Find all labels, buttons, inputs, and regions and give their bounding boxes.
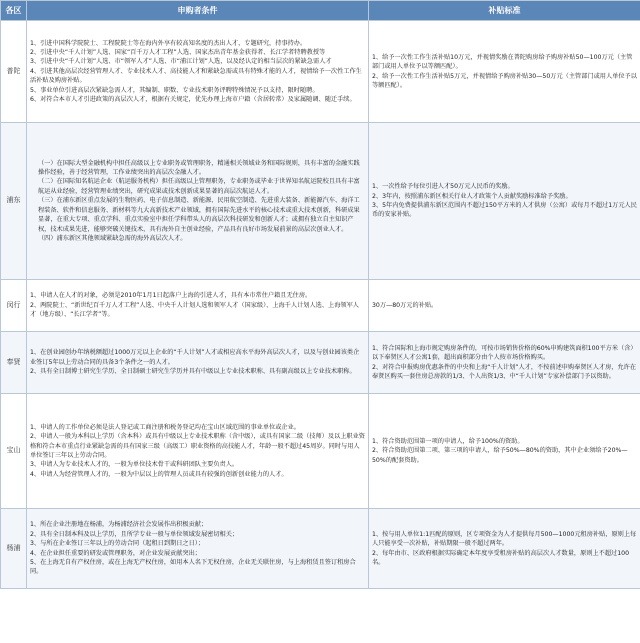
- header-subsidy: 补贴标准: [369, 1, 640, 21]
- subsidy-cell: [369, 332, 640, 394]
- header-area: 各区: [1, 1, 27, 21]
- subsidy-item: 1、符合资助范围第一项的申请人，给予100%的资助。: [372, 437, 524, 445]
- area-cell: 杨浦: [1, 509, 27, 589]
- subsidy-item: 2、3年内，按照浦东新区相关行业人才政策个人贡献奖励标准给予奖励。: [372, 192, 572, 200]
- condition-item: 5、事业单位引进高层次紧缺急需人才，其编制、职数、专业技术职务评聘特殊情况予以支持，限时随聘。: [30, 86, 319, 94]
- table-row-putuo: [1, 21, 640, 123]
- conditions-cell: [27, 332, 369, 394]
- conditions-cell: [27, 509, 369, 589]
- condition-item: 1、申请人的工作单位必须是法人登记或工商注册和税务登记均在宝山区域范围的事业单位或企业。: [30, 423, 300, 431]
- condition-item: 2、两院院士、“新世纪百千万人才工程”人选、中央千人计划人选和领军人才（国家级）、上海千人计划人选、上海领军人才（地方级）、“长江学者”等。: [30, 301, 359, 319]
- condition-item: 3、与所在企业签订三年以上的劳动合同（起租日到期日之日）；: [30, 540, 205, 548]
- subsidy-item: 30万—80万元的补贴。: [372, 301, 438, 309]
- condition-item: 5、在上海无自有产权住房，或在上海无产权住房，如用本人名下无权住房，企业无关联住房，与上海租赁且签订租房合同。: [30, 558, 356, 576]
- condition-item: 2、申请人一般为本科以上学历（含本科）或具有中级以上专业技术职称（含中级），或具有国家二级（技师）及以上职业资格和符合本市重点行业紧缺急需的具有国家三级（高级工）职业资格的高技能人才，年龄一般不超过45周岁。同时与用人单位签订三年以上劳动合同。: [30, 433, 365, 459]
- area-cell: 浦东: [1, 123, 27, 280]
- area-cell: 普陀: [1, 21, 27, 123]
- condition-item: 2、具有全日制博士研究生学历、全日制硕士研究生学历并具有中级以上专业技术职称、具有副高级以上专业技术职称。: [30, 368, 356, 376]
- subsidy-cell: [369, 21, 640, 123]
- table-row-pudong: [1, 123, 640, 280]
- subsidy-cell: [369, 280, 640, 332]
- condition-item: 4、在企业担任重要的研发或管理职务，对企业发展贡献突出；: [30, 549, 201, 557]
- condition-item: 3、引进中央“千人计划”人选、市“领军人才”人选、市“浦江计划”人选，以及经认定的相当层次的紧缺急需人才: [30, 58, 332, 66]
- table-row-minhang: [1, 280, 640, 332]
- subsidy-cell: [369, 123, 640, 280]
- subsidy-item: 1、按与用人单位1:1匹配的原则，区专项资金为人才提供每月500—1000元租房补贴，原则上每人只能享受一次补贴，补贴期限一般不超过两年。: [372, 530, 637, 548]
- condition-item: 1、在创业园创办年纳税额超过1000万元以上企业的“千人计划”人才或相应高水平海外高层次人才，以及与创业园该类企业签订5年以上劳动合同的具备3个条件之一的人才。: [30, 349, 360, 366]
- subsidy-item: 2、符合资助范围第二项、第三项的申请人，给予50%—80%的资助，其中企业须给予20%—50%的配套资助。: [372, 447, 628, 464]
- area-cell: 宝山: [1, 394, 27, 509]
- conditions-cell: [27, 280, 369, 332]
- subsidy-item: 2、对符合申报购房优惠条件的中央和上海“千人计划”人才，不按前述申购奉贤区人才房，允许在奉贤区购买一套住房总房款的1/3、个人出资1/3、中“千人计划”专家补偿部门予以资助。: [372, 363, 637, 380]
- condition-item: 2、引进中央“千人计划”人选、国家“百千万人才工程”人选、国家杰出青年基金获得者、长江学者特聘教授等: [30, 48, 326, 56]
- area-cell: 闵行: [1, 280, 27, 332]
- conditions-cell: [27, 123, 369, 280]
- subsidy-item: 1、符合国际和上海市规定购房条件的，可按市场销售价格的60%申购建筑面积100平方米（含）以下奉贤区人才公寓1套，超出面积部分由个人按市场价格购买。: [372, 344, 637, 362]
- table-row-fengxian: [1, 332, 640, 394]
- condition-item: 4、申请人为经营管理人才的，一般为中层以上的管理人员或具有较强的创新创业能力的人才。: [30, 470, 288, 478]
- condition-item: （三）在浦东新区重点发展的生物医药、电子信息制造、新能源、民用航空制造、先进重大装备、新能源汽车、海洋工程装备、软件和信息服务、新材料等九大高新技术产业领域，拥有国际先进水平的核心技术或重大技术创新，科研成果显著，在重大专项、重点学科、重点实验室中担任学科带头人的高层次科技研发和创新人才；或拥有独立自主知识产权，技术成果先进，能够突破关键技术，具有海外自主创业经验，产品具有良好市场发展前景的高层次创业人才。: [38, 197, 360, 233]
- subsidy-cell: [369, 394, 640, 509]
- conditions-cell: [27, 394, 369, 509]
- condition-item: （一）在国际大型金融机构中担任高级以上专业职务或管理职务，精通相关领域业务和国际规则，具有丰富的金融实践操作经验，善于经营管理，工作业绩突出的高层次金融人才。: [38, 159, 360, 177]
- area-cell: 奉贤: [1, 332, 27, 394]
- table-row-yangpu: [1, 509, 640, 589]
- condition-item: 2、具有全日制本科及以上学历，且所学专业一般与单位领域发展密切相关；: [30, 530, 239, 538]
- header-conditions: 申购者条件: [27, 1, 369, 21]
- table-header-row: [1, 1, 640, 21]
- condition-item: （二）在国际知名航运企业（航运服务机构）担任高级以上管理职务，专业职务或毕业于世界知名航运院校且具有丰富航运从业经验，经营管理业绩突出，研究成果或技术创新成果显著的高层次航运人才。: [38, 178, 360, 195]
- subsidy-item: 2、每年由市、区政府根据实际确定本年度享受租房补贴的高层次人才数量，原则上不超过100名。: [372, 549, 630, 566]
- condition-item: 6、对符合本市人才引进政策的高层次人才，根据有关规定，优先办理上海市户籍（含居转常）及家属随调、随迁手续。: [30, 96, 356, 104]
- subsidy-item: 3、5年内免费提供浦东新区范围内不超过150平方米的人才供房（公寓）或每月不超过1万元人民币的安家补贴。: [372, 202, 637, 219]
- subsidy-cell: [369, 509, 640, 589]
- subsidy-item: 1、一次性给予每位引进人才50万元人民币的奖励。: [372, 183, 514, 191]
- condition-item: 4、引进其他高层次经营管理人才、专业技术人才、高技能人才和紧缺急需或具有特殊才能的人才，视情给予一次性工作生活补贴及购房补贴。: [30, 67, 362, 85]
- condition-item: 1、所在企业注册地在杨浦，为杨浦经济社会发展作出积极贡献；: [30, 521, 208, 529]
- condition-item: 3、申请人为专业技术人才的，一般为单位技术骨干或科研团队主要负责人。: [30, 461, 239, 469]
- conditions-cell: [27, 21, 369, 123]
- table-row-baoshan: [1, 394, 640, 509]
- condition-item: （四）浦东新区其他领域紧缺急需的海外高层次人才。: [38, 234, 187, 242]
- subsidy-item: 1、给予一次性工作生活补贴10万元，并视情奖励在普陀购房给予购房补贴50—100万元（主管部门或用人单位予以等额匹配）。: [372, 53, 633, 71]
- subsidy-item: 2、给予一次性工作生活补贴5万元，并视情给予购房补贴30—50万元（主管部门或用人单位予以等额匹配）。: [372, 72, 637, 89]
- condition-item: 1、引进中国科学院院士、工程院院士等在海内外享有较高知名度的杰出人才，专题研究，持事持办。: [30, 39, 307, 47]
- condition-item: 1、申请人在人才的对象，必须是2010年1月1日起落户上海的引进人才，具有本市常住户籍且无住房。: [30, 292, 312, 300]
